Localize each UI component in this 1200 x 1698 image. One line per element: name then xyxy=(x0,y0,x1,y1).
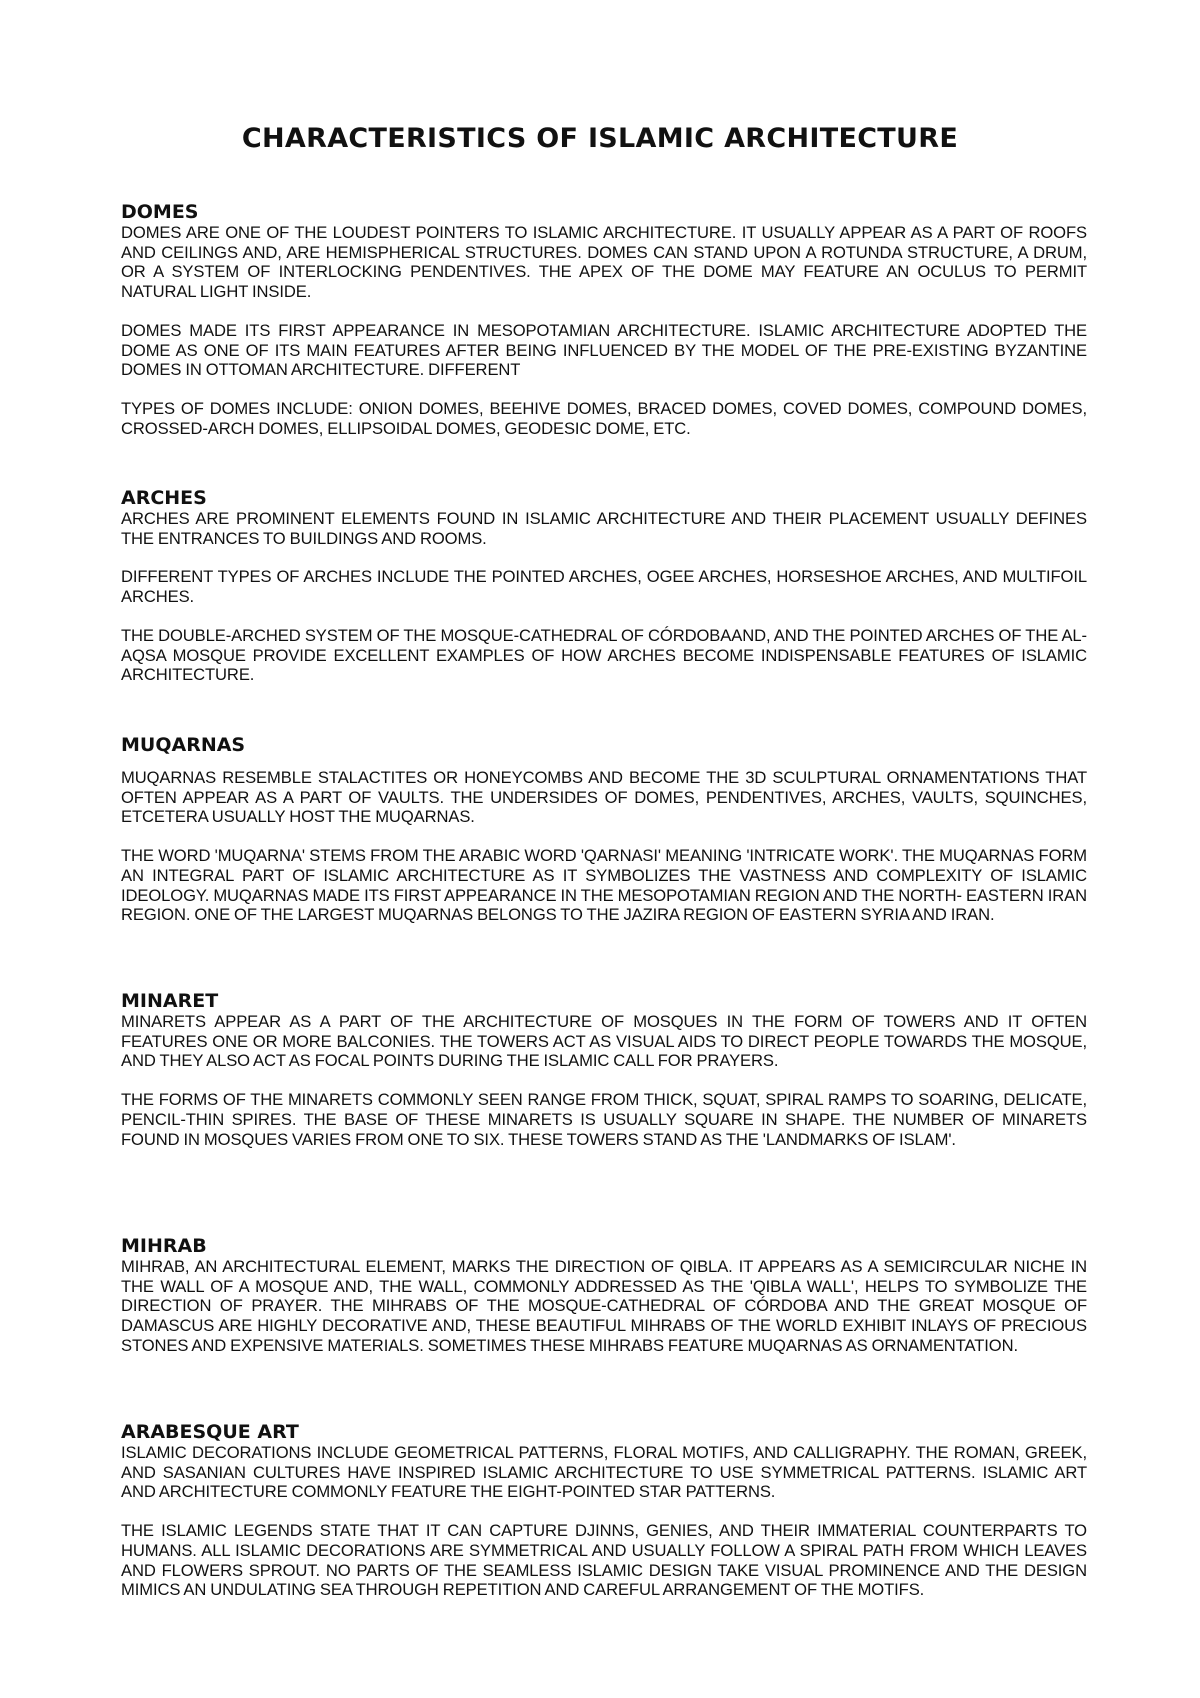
section-domes xyxy=(121,201,1087,438)
section-heading: ARCHES xyxy=(121,487,207,509)
section-arabesque-art xyxy=(121,1421,1087,1600)
section-heading: MUQARNAS xyxy=(121,734,246,756)
section-minaret xyxy=(121,990,1087,1149)
section-heading: MIHRAB xyxy=(121,1235,207,1257)
section-paragraph: TYPES OF DOMES INCLUDE: ONION DOMES, BEEHIVE DOMES, BRACED DOMES, COVED DOMES, COMPOUND DOMES, CROSSED-ARCH DOMES, ELLIPSOIDAL DOMES, GEODESIC DOME, ETC. xyxy=(121,398,1087,438)
section-paragraph: THE ISLAMIC LEGENDS STATE THAT IT CAN CAPTURE DJINNS, GENIES, AND THEIR IMMATERIAL COUNTERPARTS TO HUMANS. ALL ISLAMIC DECORATIONS ARE SYMMETRICAL AND USUALLY FOLLOW A SPIRAL PATH FROM WHICH LEAVES AND FLOWERS SPROUT. NO PARTS OF THE SEAMLESS ISLAMIC DESIGN TAKE VISUAL PROMINENCE AND THE DESIGN MIMICS AN UNDULATING SEA THROUGH REPETITION AND CAREFUL ARRANGEMENT OF THE MOTIFS. xyxy=(121,1521,1087,1600)
section-heading: MINARET xyxy=(121,990,219,1012)
section-paragraph: THE FORMS OF THE MINARETS COMMONLY SEEN RANGE FROM THICK, SQUAT, SPIRAL RAMPS TO SOARING, DELICATE, PENCIL-THIN SPIRES. THE BASE OF THESE MINARETS IS USUALLY SQUARE IN SHAPE. THE NUMBER OF MINARETS FOUND IN MOSQUES VARIES FROM ONE TO SIX. THESE TOWERS STAND AS THE 'LANDMARKS OF ISLAM'. xyxy=(121,1090,1087,1149)
section-heading: ARABESQUE ART xyxy=(121,1421,299,1443)
document-title: CHARACTERISTICS OF ISLAMIC ARCHITECTURE xyxy=(241,123,959,154)
section-paragraph: DOMES ARE ONE OF THE LOUDEST POINTERS TO ISLAMIC ARCHITECTURE. IT USUALLY APPEAR AS A PART OF ROOFS AND CEILINGS AND, ARE HEMISPHERICAL STRUCTURES. DOMES CAN STAND UPON A ROTUNDA STRUCTURE, A DRUM, OR A SYSTEM OF INTERLOCKING PENDENTIVES. THE APEX OF THE DOME MAY FEATURE AN OCULUS TO PERMIT NATURAL LIGHT INSIDE. xyxy=(121,223,1087,302)
section-paragraph: MINARETS APPEAR AS A PART OF THE ARCHITECTURE OF MOSQUES IN THE FORM OF TOWERS AND IT OFTEN FEATURES ONE OR MORE BALCONIES. THE TOWERS ACT AS VISUAL AIDS TO DIRECT PEOPLE TOWARDS THE MOSQUE, AND THEY ALSO ACT AS FOCAL POINTS DURING THE ISLAMIC CALL FOR PRAYERS. xyxy=(121,1012,1087,1071)
section-paragraph: DIFFERENT TYPES OF ARCHES INCLUDE THE POINTED ARCHES, OGEE ARCHES, HORSESHOE ARCHES, AND MULTIFOIL ARCHES. xyxy=(121,567,1087,607)
section-paragraph: MIHRAB, AN ARCHITECTURAL ELEMENT, MARKS THE DIRECTION OF QIBLA. IT APPEARS AS A SEMICIRCULAR NICHE IN THE WALL OF A MOSQUE AND, THE WALL, COMMONLY ADDRESSED AS THE 'QIBLA WALL', HELPS TO SYMBOLIZE THE DIRECTION OF PRAYER. THE MIHRABS OF THE MOSQUE-CATHEDRAL OF CÓRDOBA AND THE GREAT MOSQUE OF DAMASCUS ARE HIGHLY DECORATIVE AND, THESE BEAUTIFUL MIHRABS OF THE WORLD EXHIBIT INLAYS OF PRECIOUS STONES AND EXPENSIVE MATERIALS. SOMETIMES THESE MIHRABS FEATURE MUQARNAS AS ORNAMENTATION. xyxy=(121,1257,1087,1355)
section-paragraph: THE DOUBLE-ARCHED SYSTEM OF THE MOSQUE-CATHEDRAL OF CÓRDOBAAND, AND THE POINTED ARCHES OF THE AL-AQSA MOSQUE PROVIDE EXCELLENT EXAMPLES OF HOW ARCHES BECOME INDISPENSABLE FEATURES OF ISLAMIC ARCHITECTURE. xyxy=(121,625,1087,685)
section-muqarnas xyxy=(121,734,1087,925)
section-paragraph: ISLAMIC DECORATIONS INCLUDE GEOMETRICAL PATTERNS, FLORAL MOTIFS, AND CALLIGRAPHY. THE ROMAN, GREEK, AND SASANIAN CULTURES HAVE INSPIRED ISLAMIC ARCHITECTURE TO USE SYMMETRICAL PATTERNS. ISLAMIC ART AND ARCHITECTURE COMMONLY FEATURE THE EIGHT-POINTED STAR PATTERNS. xyxy=(121,1443,1087,1502)
section-paragraph: MUQARNAS RESEMBLE STALACTITES OR HONEYCOMBS AND BECOME THE 3D SCULPTURAL ORNAMENTATIONS THAT OFTEN APPEAR AS A PART OF VAULTS. THE UNDERSIDES OF DOMES, PENDENTIVES, ARCHES, VAULTS, SQUINCHES, ETCETERA USUALLY HOST THE MUQARNAS. xyxy=(121,768,1087,827)
section-paragraph: THE WORD 'MUQARNA' STEMS FROM THE ARABIC WORD 'QARNASI' MEANING 'INTRICATE WORK'. THE MUQARNAS FORM AN INTEGRAL PART OF ISLAMIC ARCHITECTURE AS IT SYMBOLIZES THE VASTNESS AND COMPLEXITY OF ISLAMIC IDEOLOGY. MUQARNAS MADE ITS FIRST APPEARANCE IN THE MESOPOTAMIAN REGION AND THE NORTH- EASTERN IRAN REGION. ONE OF THE LARGEST MUQARNAS BELONGS TO THE JAZIRA REGION OF EASTERN SYRIA AND IRAN. xyxy=(121,846,1087,925)
section-paragraph: DOMES MADE ITS FIRST APPEARANCE IN MESOPOTAMIAN ARCHITECTURE. ISLAMIC ARCHITECTURE ADOPTED THE DOME AS ONE OF ITS MAIN FEATURES AFTER BEING INFLUENCED BY THE MODEL OF THE PRE-EXISTING BYZANTINE DOMES IN OTTOMAN ARCHITECTURE. DIFFERENT xyxy=(121,320,1087,380)
section-paragraph: ARCHES ARE PROMINENT ELEMENTS FOUND IN ISLAMIC ARCHITECTURE AND THEIR PLACEMENT USUALLY DEFINES THE ENTRANCES TO BUILDINGS AND ROOMS. xyxy=(121,509,1087,548)
section-arches xyxy=(121,487,1087,685)
section-mihrab xyxy=(121,1235,1087,1356)
section-heading: DOMES xyxy=(121,201,199,223)
